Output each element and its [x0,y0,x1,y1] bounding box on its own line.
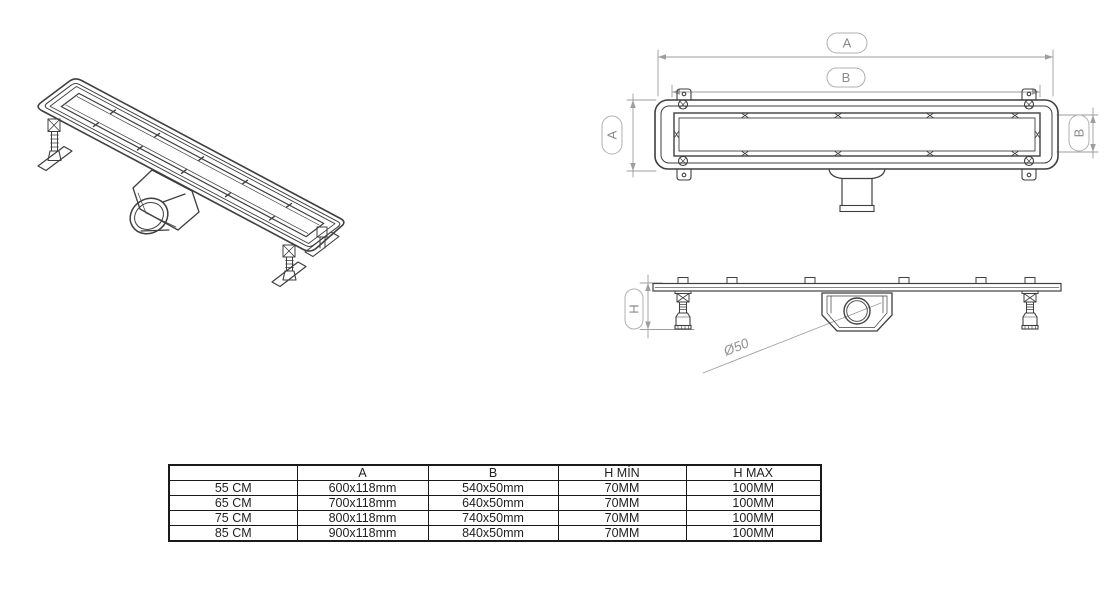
dim-label-b-right: B [1071,128,1087,138]
iso-grate-line [66,105,308,233]
iso-pipe-bottom [141,230,169,231]
cell-b: 740x50mm [428,511,558,526]
iso-frame-line-2 [45,84,340,247]
iso-right-base-plate [272,262,306,287]
top-grate-clip-marks [675,114,1040,156]
iso-grate-line [77,97,319,225]
iso-grate-edge [61,93,323,236]
header-b: B [428,465,558,481]
header-h-min: H MİN [558,465,686,481]
iso-clip-marks [94,110,292,220]
table-header-row [169,465,821,481]
dim-label-b-top: B [841,70,851,85]
dia-leader-line [703,303,881,373]
header-h-max: H MAX [686,465,821,481]
dim-label-a-left: A [604,130,620,140]
side-grate-tabs [678,278,1035,284]
table-row [169,511,821,526]
iso-outer-frame [38,79,344,251]
header-size [169,465,297,481]
cell-h-min: 70MM [558,481,686,496]
cell-b: 640x50mm [428,496,558,511]
iso-frame-line-3 [50,86,335,243]
cell-h-min: 70MM [558,526,686,542]
cell-size: 65 CM [169,496,297,511]
top-channel-outer [674,113,1040,156]
top-outer-frame [655,100,1058,169]
cell-h-max: 100MM [686,526,821,542]
isometric-view [38,79,344,287]
cell-h-min: 70MM [558,511,686,526]
side-right-leg [1022,291,1038,329]
cell-a: 700x118mm [297,496,428,511]
cell-size: 85 CM [169,526,297,542]
iso-left-base-plate [38,147,72,171]
dim-label-h: H [626,304,642,314]
cell-b: 840x50mm [428,526,558,542]
top-outlet [829,169,885,212]
iso-pipe-top [163,194,185,202]
side-left-leg [675,291,691,329]
cell-a: 900x118mm [297,526,428,542]
table-row [169,526,821,542]
table-row [169,481,821,496]
cell-b: 540x50mm [428,481,558,496]
iso-pipe-opening [123,191,174,241]
top-frame-inner [661,106,1052,163]
iso-rear-right-support [305,227,339,257]
side-view [625,275,1061,373]
iso-right-foot [272,245,306,287]
dim-label-a-top: A [842,35,852,51]
cell-size: 55 CM [169,481,297,496]
header-a: A [297,465,428,481]
cell-h-min: 70MM [558,496,686,511]
dimension-table [168,464,822,542]
table-row [169,496,821,511]
top-view [602,33,1098,212]
top-view-bubbles [602,33,1089,154]
top-view-body [655,89,1058,212]
cell-h-max: 100MM [686,511,821,526]
cell-size: 75 CM [169,511,297,526]
cell-a: 600x118mm [297,481,428,496]
side-view-body [653,278,1061,332]
cell-h-max: 100MM [686,496,821,511]
top-channel-inner [679,118,1035,151]
top-mounting-clips [677,89,1036,180]
side-outlet-circle-inner [847,301,868,322]
iso-left-foot [38,119,72,171]
iso-trap [123,170,199,241]
side-outlet-circle [844,298,870,324]
cell-h-max: 100MM [686,481,821,496]
diameter-callout: Ø50 [721,335,751,359]
cell-a: 800x118mm [297,511,428,526]
